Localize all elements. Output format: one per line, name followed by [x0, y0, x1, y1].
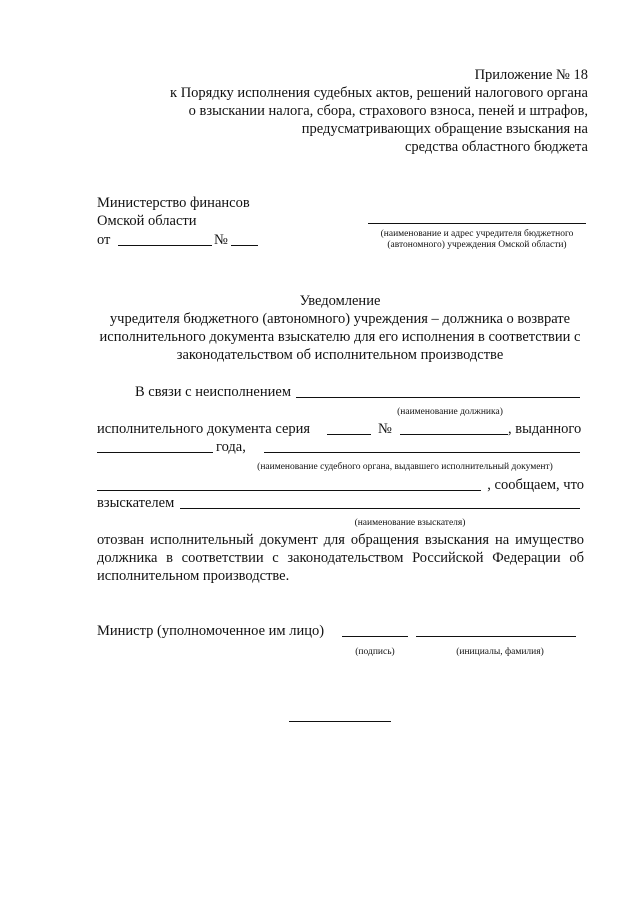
- appendix-line-1: к Порядку исполнения судебных актов, решений налогового органа: [170, 85, 588, 101]
- issue-date-field-line[interactable]: [97, 452, 213, 453]
- appendix-line-4: средства областного бюджета: [404, 139, 588, 155]
- recipient-caption-2: (автономного) учреждения Омской области): [387, 240, 567, 250]
- conclusion-line-1: отозван исполнительный документ для обращения взыскания на имущество: [97, 532, 584, 548]
- date-prefix: от: [97, 232, 111, 248]
- appendix-title: Приложение № 18: [474, 67, 588, 83]
- signature-caption: (подпись): [355, 647, 395, 657]
- debtor-caption: (наименование должника): [397, 407, 503, 417]
- inform-label: , сообщаем, что: [487, 477, 584, 493]
- appendix-line-3: предусматривающих обращение взыскания на: [301, 121, 588, 137]
- issued-label: , выданного: [508, 421, 582, 437]
- series-field-line[interactable]: [327, 434, 371, 435]
- claimant-caption: (наименование взыскателя): [354, 518, 466, 528]
- notice-subtitle-2: исполнительного документа взыскателю для его исполнения в соответствии с: [99, 329, 581, 345]
- sender-line-2: Омской области: [97, 213, 197, 229]
- doc-number-field-line[interactable]: [400, 434, 508, 435]
- conclusion-line-2: должника в соответствии с законодательством Российской Федерации об: [97, 550, 584, 566]
- signature-field-line[interactable]: [342, 636, 408, 637]
- number-field-line[interactable]: [231, 245, 258, 246]
- court-field-line-2[interactable]: [97, 490, 481, 491]
- doc-number-sign: №: [378, 421, 392, 437]
- court-caption: (наименование судебного органа, выдавшего исполнительный документ): [257, 462, 553, 472]
- name-caption: (инициалы, фамилия): [456, 647, 544, 657]
- recipient-field-line[interactable]: [368, 223, 586, 224]
- body-intro: В связи с неисполнением: [135, 384, 292, 400]
- notice-subtitle-1: учредителя бюджетного (автономного) учреждения – должника о возврате: [109, 311, 571, 327]
- recipient-caption-1: (наименование и адрес учредителя бюджетного: [380, 229, 574, 239]
- sender-line-1: Министерство финансов: [97, 195, 250, 211]
- conclusion-line-3: исполнительном производстве.: [97, 568, 290, 584]
- signatory-role: Министр (уполномоченное им лицо): [97, 623, 325, 639]
- footer-divider: [289, 721, 391, 722]
- number-sign: №: [214, 232, 228, 248]
- claimant-field-line[interactable]: [180, 508, 580, 509]
- court-field-line[interactable]: [264, 452, 580, 453]
- name-field-line[interactable]: [416, 636, 576, 637]
- date-field-line[interactable]: [118, 245, 212, 246]
- doc-series-label: исполнительного документа серия: [97, 421, 311, 437]
- notice-title: Уведомление: [299, 293, 381, 309]
- debtor-field-line[interactable]: [296, 397, 580, 398]
- notice-subtitle-3: законодательством об исполнительном производстве: [176, 347, 504, 363]
- appendix-line-2: о взыскании налога, сбора, страхового взноса, пеней и штрафов,: [188, 103, 588, 119]
- claimant-label: взыскателем: [97, 495, 175, 511]
- year-label: года,: [216, 439, 246, 455]
